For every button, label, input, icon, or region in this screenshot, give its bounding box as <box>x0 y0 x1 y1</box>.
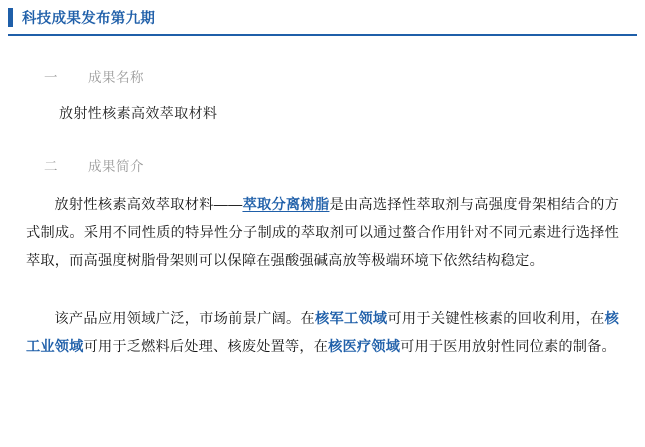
header-divider <box>8 34 637 36</box>
keyword-nuclear-industry: 核工业领域 <box>26 311 619 355</box>
section-number: 二 <box>44 159 58 174</box>
keyword-nuclear-military: 核军工领域 <box>315 311 388 327</box>
keyword-extraction-resin: 萃取分离树脂 <box>242 197 330 213</box>
paragraph-applications-seg2: 可用于关键性核素的回收利用，在 <box>387 311 605 327</box>
keyword-nuclear-medical: 核医疗领域 <box>328 339 401 355</box>
paragraph-applications-seg1: 该产品应用领域广泛，市场前景广阔。在 <box>54 311 316 327</box>
paragraph-intro <box>26 191 619 275</box>
header-accent-bar <box>8 8 13 27</box>
section-label: 成果名称 <box>88 70 144 85</box>
section-label: 成果简介 <box>88 159 144 174</box>
paragraph-applications-seg4: 可用于医用放射性同位素的制备。 <box>400 339 616 355</box>
paragraph-intro-seg2: 是由高选择性萃取剂与高强度骨架相结合的方式制成。采用不同性质的特异性分子制成的萃取剂可以通过螯合作用针对不同元素进行选择性萃取，而高强度树脂骨架则可以保障在强酸强碱高放等极端环境下依然结构稳定。 <box>26 197 619 269</box>
section-heading-2 <box>44 155 619 175</box>
page-title: 科技成果发布第九期 <box>22 10 156 27</box>
document-body <box>0 66 645 361</box>
section-number: 一 <box>44 70 58 85</box>
result-name-value: 放射性核素高效萃取材料 <box>59 105 218 121</box>
paragraph-applications <box>26 305 619 361</box>
paragraph-intro-seg1: 放射性核素高效萃取材料—— <box>54 197 243 213</box>
paragraph-applications-seg3: 可用于乏燃料后处理、核废处置等，在 <box>83 339 329 355</box>
section-heading-1 <box>44 66 619 86</box>
document-header <box>0 0 645 34</box>
